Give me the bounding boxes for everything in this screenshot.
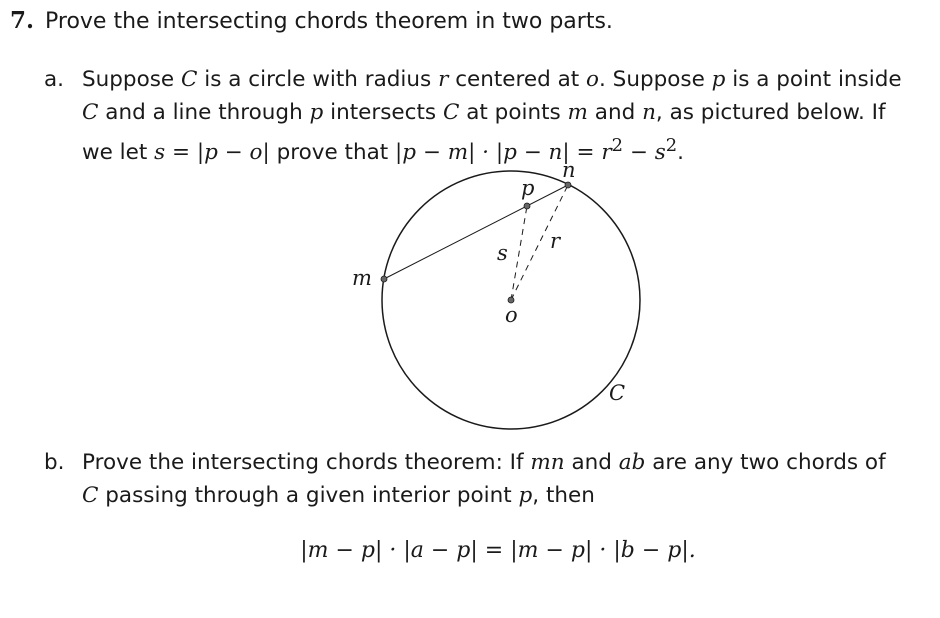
part-a-text: [82, 63, 904, 169]
math-circle-C: C: [442, 100, 460, 125]
math-center-o: o: [586, 67, 599, 92]
math-sup-r: 2: [611, 135, 624, 156]
math-point-p: p: [309, 100, 324, 125]
math-chord-mn: mn: [530, 450, 565, 475]
label-m: m: [352, 266, 372, 290]
display-equation: |m − p| · |a − p| = |m − p| · |b − p|.: [300, 538, 696, 563]
part-a-text-8: at points: [459, 100, 568, 125]
point-p: [524, 203, 530, 209]
part-a-text-7: intersects: [323, 100, 443, 125]
chord-mn: [384, 185, 568, 279]
part-a-text-6: and a line through: [98, 100, 310, 125]
part-b-text-3: are any two chords of: [645, 450, 886, 475]
math-eq-main-lhs: |p − m| · |p − n| = r: [395, 140, 612, 166]
segment-s: [511, 206, 527, 300]
label-s: s: [497, 241, 508, 265]
math-circle-C: C: [82, 100, 99, 125]
label-C: C: [609, 381, 626, 405]
math-point-m: m: [567, 100, 588, 125]
part-a-text-1: Suppose: [82, 67, 181, 92]
math-eq-s: s = |p − o|: [154, 140, 270, 166]
part-a-text-2: is a circle with radius: [197, 67, 439, 92]
math-point-p: p: [711, 67, 726, 92]
point-m: [381, 276, 387, 282]
problem-number: 7.: [10, 7, 35, 34]
label-n: n: [562, 160, 576, 182]
part-b: [44, 446, 904, 512]
label-r: r: [550, 229, 561, 253]
part-b-text-2: and: [564, 450, 619, 475]
problem-title: Prove the intersecting chords theorem in two parts.: [45, 9, 613, 34]
label-p: p: [521, 176, 535, 200]
math-eq-minus-s: − s: [623, 140, 666, 166]
part-a-text-12: .: [677, 140, 684, 166]
math-point-n: n: [642, 100, 656, 125]
part-a-text-11: prove that: [269, 140, 396, 166]
part-b-text-5: , then: [532, 483, 595, 508]
math-circle-C: C: [82, 483, 99, 508]
math-circle-C: C: [181, 67, 198, 92]
point-n: [565, 182, 571, 188]
part-b-text-1: Prove the intersecting chords theorem: If: [82, 450, 531, 475]
math-chord-ab: ab: [618, 450, 646, 475]
part-a-letter: a.: [44, 67, 65, 92]
part-a-text-3: centered at: [448, 67, 587, 92]
part-a: [44, 63, 904, 169]
math-sup-s: 2: [665, 135, 678, 156]
part-b-text-4: passing through a given interior point: [98, 483, 519, 508]
part-a-text-4: . Suppose: [599, 67, 712, 92]
problem-heading: [10, 6, 613, 37]
part-b-text: [82, 446, 904, 512]
part-a-text-5: is a point inside: [725, 67, 902, 92]
label-o: o: [505, 303, 518, 327]
circle-figure: [340, 160, 660, 440]
part-a-text-9: and: [587, 100, 643, 125]
part-a-text-10: , as pictured below. If we let: [82, 100, 886, 166]
part-b-letter: b.: [44, 450, 65, 475]
math-point-p: p: [518, 483, 533, 508]
math-radius-r: r: [438, 67, 449, 92]
